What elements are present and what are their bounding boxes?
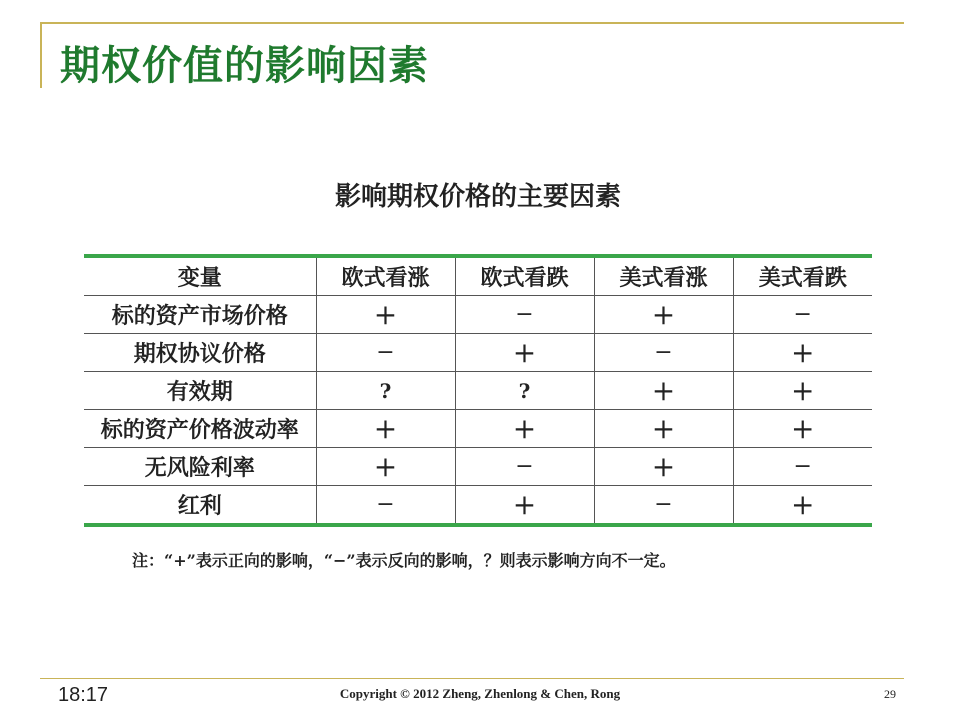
footer-copyright: Copyright © 2012 Zheng, Zhenlong & Chen, Rong (339, 686, 621, 701)
sign-cell: + (733, 372, 872, 410)
variable-cell: 无风险利率 (84, 448, 316, 486)
sign-cell: + (733, 410, 872, 448)
sign-cell: + (594, 410, 733, 448)
sign-cell: + (733, 486, 872, 526)
table-header-row (84, 256, 872, 296)
column-header: 欧式看跌 (455, 256, 594, 296)
column-header: 美式看跌 (733, 256, 872, 296)
table-row (84, 486, 872, 526)
table-title: 影响期权价格的主要因素 (334, 182, 621, 212)
slide-title: 期权价值的影响因素 (60, 43, 429, 89)
sign-cell: + (316, 410, 455, 448)
sign-cell: + (594, 296, 733, 334)
footer-time: 18:17 (58, 684, 109, 706)
variable-cell: 标的资产价格波动率 (84, 410, 316, 448)
sign-cell: − (733, 448, 872, 486)
sign-cell: − (594, 486, 733, 526)
sign-cell: + (733, 334, 872, 372)
sign-cell: − (316, 334, 455, 372)
table-row (84, 296, 872, 334)
variable-cell: 有效期 (84, 372, 316, 410)
column-header: 变量 (84, 256, 316, 296)
sign-cell: − (594, 334, 733, 372)
sign-cell: + (594, 448, 733, 486)
table-row (84, 448, 872, 486)
factors-table (84, 254, 872, 527)
header-left-rule (40, 22, 42, 88)
sign-cell: + (316, 448, 455, 486)
table-row (84, 334, 872, 372)
sign-cell: ? (316, 372, 455, 410)
sign-cell: − (455, 448, 594, 486)
table-note: 注：“+”表示正向的影响，“−”表示反向的影响，？则表示影响方向不一定。 (132, 551, 676, 570)
sign-cell: ? (455, 372, 594, 410)
sign-cell: − (733, 296, 872, 334)
table-row (84, 372, 872, 410)
footer-rule (40, 678, 904, 679)
variable-cell: 期权协议价格 (84, 334, 316, 372)
table-figure (84, 168, 872, 582)
sign-cell: + (455, 410, 594, 448)
sign-cell: + (316, 296, 455, 334)
sign-cell: + (455, 334, 594, 372)
header-top-rule (40, 22, 904, 24)
column-header: 美式看涨 (594, 256, 733, 296)
sign-cell: + (594, 372, 733, 410)
table-row (84, 410, 872, 448)
sign-cell: + (455, 486, 594, 526)
variable-cell: 标的资产市场价格 (84, 296, 316, 334)
column-header: 欧式看涨 (316, 256, 455, 296)
sign-cell: − (455, 296, 594, 334)
variable-cell: 红利 (84, 486, 316, 526)
page-number: 29 (884, 687, 896, 701)
sign-cell: − (316, 486, 455, 526)
